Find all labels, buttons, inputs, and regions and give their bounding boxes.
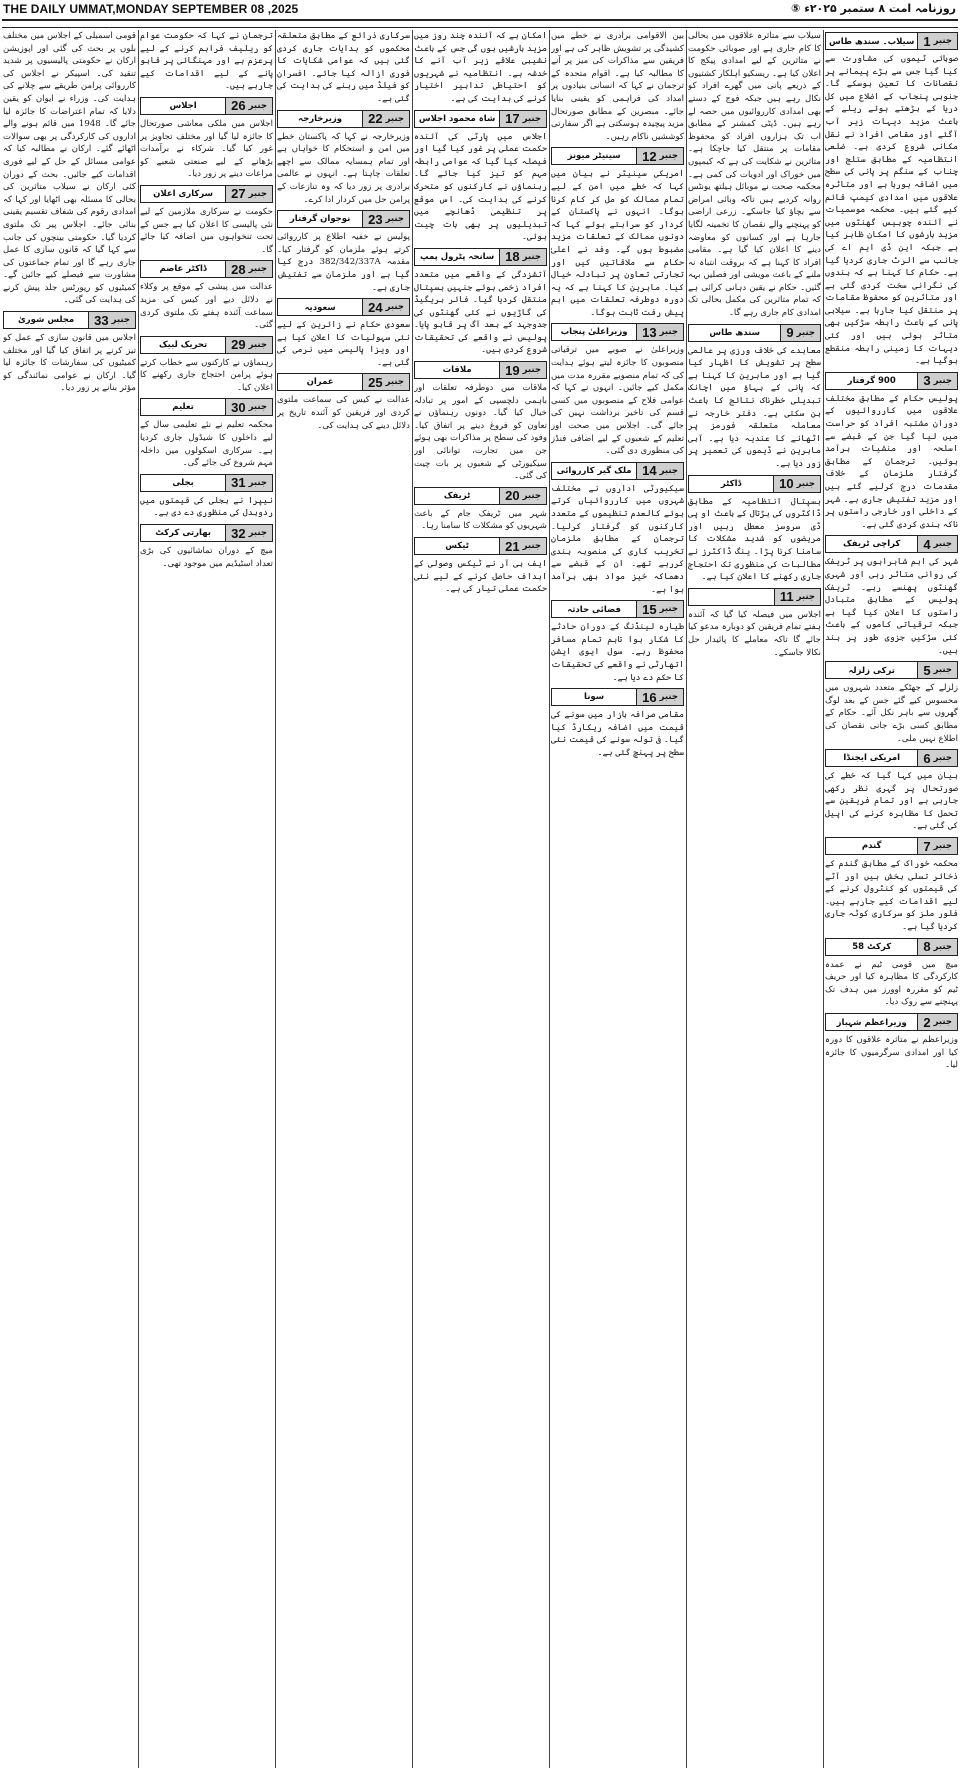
story-number-box [636,601,683,617]
story-header [825,535,958,553]
column-divider [275,30,276,1768]
column-5 [277,30,410,1765]
story-number: 16 [642,689,657,705]
story-title: سرکاری اعلان [153,188,214,199]
story [688,324,821,471]
story [140,185,273,256]
story [825,837,958,934]
story [277,30,410,106]
story [414,110,547,244]
story-title: ترکی زلزلہ [848,665,895,676]
story-body: محکمہ خوراک کے مطابق گندم کے ذخائر تسلی بخش ہیں اور آٹے کی قیمتوں کو کنٹرول کرنے کے لیے اقدامات کیے جارہے ہیں۔ فلور ملز کو سرکاری کوٹہ جاری کردیا گیا ہے۔ [825,859,958,933]
story-number-box [225,337,272,353]
story-number-label: جنبر [796,327,815,338]
story-number: 19 [505,362,520,378]
story [414,487,547,533]
column-divider [686,30,687,1768]
story-title: فضائی حادثہ [567,604,621,615]
story-title: سیلاب۔ سندھ طاس [829,36,915,47]
story-number-label: جنبر [522,113,541,124]
story-number-label: جنبر [522,490,541,501]
column-3 [551,30,684,1765]
story-number: 2 [923,1014,931,1030]
story-header [825,938,958,956]
story-header [551,323,684,341]
story-number: 22 [368,111,383,127]
story-body: وزیراعظم نے متاثرہ علاقوں کا دورہ کیا اور امدادی سرگرمیوں کا جائزہ لیا۔ [825,1035,958,1071]
story [825,749,958,833]
story-number-label: جنبر [248,477,267,488]
column-divider [412,30,413,1768]
story [414,361,547,483]
story-number: 14 [642,463,657,479]
story-number-box [636,324,683,340]
masthead-rule-top [2,19,958,21]
story [825,1013,958,1072]
story-number-box [499,362,546,378]
story-body: عدالت میں پیشی کے موقع پر وکلاء نے دلائل دیے اور کیس کی مزید سماعت آئندہ ہفتے تک ملتوی کردی گئی۔ [140,282,273,331]
story-title: سینیٹر میونز [567,151,621,162]
story-number-box [917,662,957,678]
story-header [825,837,958,855]
story-number: 30 [231,399,246,415]
story [140,260,273,331]
story-number-box [780,325,820,341]
story-title: ڈاکٹر عاصم [159,264,207,275]
story-title: وزیرخارجہ [298,114,343,125]
story-number-box [362,374,409,390]
story-number: 8 [923,939,931,955]
story-body: آتشزدگی کے واقعے میں متعدد افراد زخمی ہوئے جنہیں ہسپتال منتقل کردیا گیا۔ فائر بریگیڈ کی گاڑیوں نے کئی گھنٹوں کی جدوجہد کے بعد آگ پر قابو پایا۔ پولیس نے واقعے کی تحقیقات شروع کردی ہیں۔ [414,269,547,356]
story-body: زلزلے کے جھٹکے متعدد شہروں میں محسوس کیے گئے جس کے بعد لوگ گھروں سے باہر نکل آئے۔ حکام کے مطابق کسی بڑے جانی نقصان کی اطلاع نہیں ملی۔ [825,683,958,744]
story-body: پولیس حکام کے مطابق مختلف علاقوں میں کارروائیوں کے دوران مشتبہ افراد کو حراست میں لیا گیا جن کے قبضے سے اسلحہ اور منشیات برآمد ہوئیں۔ ترجمان کے مطابق گرفتار ملزمان کے خلاف مقدمات درج کرلیے گئے ہیں اور مزید تفتیش جاری ہے۔ شہر کے داخلی اور خارجی راستوں پر ناکہ بندی کردی گئی ہے۔ [825,393,958,530]
story-header [414,487,547,505]
story-header [277,110,410,128]
story-title: ٹریفک [443,490,471,501]
story-body: میچ میں قومی ٹیم نے عمدہ کارکردگی کا مظاہرہ کیا اور حریف ٹیم کو مقررہ اوورز میں ہدف تک پہنچنے سے روک دیا۔ [825,959,958,1008]
story-body: ترجمان نے کہا کہ حکومت عوام کو ریلیف فراہم کرنے کے لیے پرعزم ہے اور مہنگائی پر قابو پانے کے لیے اقدامات کیے جارہے ہیں۔ [140,31,273,92]
story [825,661,958,745]
story-body: سعودی حکام نے زائرین کے لیے نئی سہولیات کا اعلان کیا ہے اور ویزا پالیسی میں نرمی کی گئی ہے۔ [277,320,410,368]
story-header [140,336,273,354]
story-number-box [499,111,546,127]
story-body: معاہدے کی خلاف ورزی پر عالمی سطح پر تشویش کا اظہار کیا گیا ہے اور ماہرین کا کہنا ہے کہ پانی کے بہاؤ میں اچانک تبدیلی خطرناک نتائج کا باعث بن سکتی ہے۔ دفتر خارجہ نے معاملہ متعلقہ فورمز پر اٹھانے کا عندیہ دیا ہے۔ آبی ماہرین نے ڈیموں کی تعمیر پر زور دیا ہے۔ [688,345,821,469]
story-body: شہر میں ٹریفک جام کے باعث شہریوں کو مشکلات کا سامنا رہا۔ [414,508,547,532]
story-body: طیارہ لینڈنگ کے دوران حادثے کا شکار ہوا تاہم تمام مسافر محفوظ رہے۔ سول ایوی ایشن اتھارٹی نے واقعے کی تحقیقات کا حکم دے دیا ہے۔ [551,622,684,683]
story-header [825,32,958,50]
story [3,30,136,307]
story-number: 28 [231,261,246,277]
story-title: سعودیہ [304,302,336,313]
story [414,537,547,596]
story-number-label: جنبر [659,465,678,476]
story [3,311,136,395]
masthead-urdu: روزنامہ امت ۸ ستمبر ۲۰۲۵ء ⑤ [791,2,956,15]
story-title: 900 گرفتار [847,375,896,386]
story-number-box [917,1014,957,1030]
story-number-label: جنبر [933,1017,952,1027]
story-header [688,324,821,342]
story-title: سونا [584,692,605,703]
column-1 [825,30,958,1765]
story-header [414,361,547,379]
story [277,110,410,207]
story-body: محکمہ تعلیم نے نئے تعلیمی سال کے لیے داخلوں کا شیڈول جاری کردیا ہے۔ سرکاری اسکولوں میں داخلہ مہم شروع کی جائے گی۔ [140,420,273,469]
story-number-label: جنبر [248,528,267,539]
story-body: عدالت نے کیس کی سماعت ملتوی کردی اور فریقین کو آئندہ تاریخ پر دلائل دینے کی ہدایت کی۔ [277,395,410,431]
story-number-label: جنبر [522,541,541,551]
masthead-english: THE DAILY UMMAT,MONDAY SEPTEMBER 08 ,2025 [3,2,299,16]
story-body: اجلاس میں ملکی معاشی صورتحال کا جائزہ لیا گیا اور مختلف تجاویز پر غور کیا گیا۔ شرکاء نے برآمدات بڑھانے کے لیے صنعتی شعبے کو مراعات دینے پر زور دیا۔ [140,118,273,180]
story [414,248,547,357]
story [140,30,273,93]
story-header [551,147,684,165]
story-number: 7 [923,838,931,854]
story-number-box [636,463,683,479]
story [688,588,821,659]
story-number: 27 [231,186,246,202]
story-number-label: جنبر [248,264,267,275]
story-number-box [499,488,546,504]
story-number-label: جنبر [933,841,952,852]
story-header [551,688,684,706]
story-number: 25 [368,374,383,390]
story-number-box [774,589,820,605]
story-title: بھارتی کرکٹ [155,528,211,539]
story-number-box [362,299,409,315]
story-number: 20 [505,488,520,504]
story-number: 9 [786,325,794,341]
story [140,398,273,469]
story-number-label: جنبر [248,339,267,350]
story-title: بجلی [172,477,194,488]
story-number: 11 [779,589,794,605]
story-number: 17 [505,111,520,127]
story-body: اجلاس میں قانون سازی کے عمل کو تیز کرنے پر اتفاق کیا گیا اور مختلف کمیٹیوں کی سفارشات کا جائزہ لیا گیا۔ ارکان نے عوامی نمائندگی کو مؤثر بنانے پر زور دیا۔ [3,333,136,394]
story-number-box [917,838,957,854]
story [551,323,684,457]
story-title: سانحہ پٹرول پمپ [419,252,495,263]
story-body: امریکی سینیٹر نے بیان میں کہا کہ خطے میں امن کے لیے تمام ممالک کو مل کر کام کرنا ہوگا۔ انہوں نے پاکستان کے کردار کو سراہتے ہوئے کہا کہ دونوں ممالک کے تعلقات مزید مضبوط ہوں گے۔ وفد نے اعلیٰ حکام سے ملاقاتیں کیں اور تجارتی تعاون پر تبادلہ خیال کیا۔ ماہرین کا کہنا ہے کہ یہ دورہ دوطرفہ تعلقات میں اہم پیش رفت ثابت ہوگا۔ [551,169,684,318]
story-header [414,248,547,266]
story-body: حکومت نے سرکاری ملازمین کے لیے نئی پالیسی کا اعلان کیا ہے جس کے تحت تنخواہوں میں اضافہ کیا جائے گا۔ [140,206,273,255]
story-number-label: جنبر [933,36,952,46]
story [277,298,410,369]
story-number-label: جنبر [248,100,267,111]
story-header [414,537,547,555]
story [277,210,410,294]
story-number-label: جنبر [659,692,678,703]
story-number-box [88,312,135,328]
story-body: ملاقات میں دوطرفہ تعلقات اور باہمی دلچسپی کے امور پر تبادلہ خیال کیا گیا۔ دونوں رہنماؤں نے تعاون کو فروغ دینے پر اتفاق کیا۔ وفود کی سطح پر مذاکرات بھی ہوئے جن میں تجارت، توانائی اور سیکیورٹی کے شعبوں پر بات چیت کی گئی۔ [414,383,547,482]
story-header [140,260,273,278]
story-header [825,372,958,390]
story-title: ملاقات [442,365,472,376]
masthead-rule-bottom [2,27,958,28]
story-title: کراچی ٹریفک [843,539,901,550]
story-body: بین الاقوامی برادری نے خطے میں کشیدگی پر تشویش ظاہر کی ہے اور فریقین سے مذاکرات کی میز پر آنے کا مطالبہ کیا ہے۔ اقوام متحدہ کے ترجمان نے کہا کہ انسانی بنیادوں پر امداد کی فراہمی کو یقینی بنایا جائے۔ مبصرین کے مطابق صورتحال مزید پیچیدہ ہوسکتی ہے اگر سفارتی کوششیں ناکام رہیں۔ [551,31,684,142]
story-number: 21 [505,538,520,554]
story-title: عمران [306,377,334,388]
story-number: 5 [923,662,931,678]
story [688,30,821,320]
story-body: قومی اسمبلی کے اجلاس میں مختلف بلوں پر بحث کی گئی اور اپوزیشن ارکان نے حکومتی پالیسیوں پر شدید تنقید کی۔ اسپیکر نے اجلاس کی کارروائی پرامن طریقے سے چلانے کی ہدایت کی۔ وزراء نے ایوان کو یقین دلایا کہ تمام اعتراضات کا جائزہ لیا جائے گا۔ 1948 میں قائم ہونے والے اداروں کی کارکردگی پر بھی سوالات اٹھائے گئے۔ ارکان نے مطالبہ کیا کہ عوامی مسائل کے حل کے لیے فوری اقدامات کیے جائیں۔ بحث کے دوران کئی ارکان نے سیلاب متاثرین کی بحالی کا مسئلہ بھی اٹھایا اور کہا کہ امدادی رقوم کی شفاف تقسیم یقینی بنائی جائے۔ اجلاس پیر تک ملتوی کردیا گیا۔ حکومتی بینچوں کی جانب سے کہا گیا کہ قانون سازی کا عمل جاری رہے گا اور تمام جماعتوں کی مشاورت سے فیصلے کیے جائیں گے۔ کمیٹیوں کو رپورٹس جلد پیش کرنے کی ہدایت کی گئی۔ [3,31,136,306]
story [825,535,958,657]
story-number-box [362,211,409,227]
story-number-box [917,939,957,955]
story-header [140,97,273,115]
story-number-box [636,148,683,164]
story-number-label: جنبر [796,478,815,489]
column-divider [138,30,139,1768]
story-number: 23 [368,211,383,227]
story-header [140,474,273,492]
story-header [825,749,958,767]
story-number: 1 [923,33,931,49]
story [277,373,410,432]
story-body: سیلاب سے متاثرہ علاقوں میں بحالی کا کام جاری ہے اور صوبائی حکومت نے متاثرین کے لیے امدادی پیکج کا اعلان کیا ہے۔ ریسکیو اہلکار کشتیوں کے ذریعے پانی میں گھرے افراد کو نکال رہے ہیں جبکہ فوج کے دستے بھی امدادی کارروائیوں میں حصہ لے رہے ہیں۔ ڈپٹی کمشنر کے مطابق اب تک ہزاروں افراد کو محفوظ مقامات پر منتقل کیا جاچکا ہے۔ متاثرین نے شکایت کی ہے کہ کیمپوں میں خوراک اور ادویات کی کمی ہے۔ محکمہ صحت نے موبائل ہیلتھ یونٹس روانہ کردیے ہیں تاکہ وبائی امراض سے بچاؤ کیا جاسکے۔ زرعی اراضی کو پہنچنے والے نقصان کا تخمینہ لگایا جارہا ہے اور کسانوں کو معاوضہ دینے کا اعلان کیا گیا ہے۔ مقامی افراد کا کہنا ہے کہ بروقت انتباہ نہ ملنے کے باعث مویشی اور فصلیں بہہ گئیں۔ حکام نے یقین دہانی کرائی ہے کہ تمام متاثرین کی مکمل بحالی تک امدادی کام جاری رہے گا۔ [688,31,821,319]
story [551,462,684,596]
story-number-label: جنبر [248,402,267,413]
story-title: وزیراعلیٰ پنجاب [560,327,628,338]
story-title: نوجوان گرفتار [289,214,351,225]
story-number-label: جنبر [385,377,404,388]
story-number: 24 [368,299,383,315]
column-6 [140,30,273,1765]
story-title [689,589,774,605]
story-title: تحریک لبیک [158,339,208,350]
story-title: اجلاس [169,100,197,111]
story-number: 18 [505,249,520,265]
story-title: شاہ محمود اجلاس [418,114,496,125]
story-body: وزیرخارجہ نے کہا کہ پاکستان خطے میں امن و استحکام کا خواہاں ہے اور تمام ہمسایہ ممالک سے اچھے تعلقات چاہتا ہے۔ انہوں نے عالمی برادری پر زور دیا کہ وہ تنازعات کے پرامن حل میں کردار ادا کرے۔ [277,131,410,205]
story-number: 32 [231,525,246,541]
story-header [140,185,273,203]
story-title: ملک گیر کارروائی [556,465,632,476]
story-body: ایف بی آر نے ٹیکس وصولی کے اہداف حاصل کرنے کے لیے نئی حکمت عملی تیار کی ہے۔ [414,559,547,595]
story-number: 15 [642,601,657,617]
story-body: شہر کی اہم شاہراہوں پر ٹریفک کی روانی متاثر رہی اور شہری گھنٹوں پھنسے رہے۔ ٹریفک پولیس کے مطابق متبادل راستوں کا اعلان کیا گیا ہے جبکہ ترقیاتی کاموں کے باعث کئی سڑکیں جزوی طور پر بند ہیں۔ [825,557,958,656]
story [140,336,273,395]
column-7 [3,30,136,1765]
story-header [140,524,273,542]
story-number-box [917,536,957,552]
story-header [3,311,136,329]
story-number: 29 [231,337,246,353]
story-header [277,298,410,316]
story-number-label: جنبر [659,151,678,162]
story-number-label: جنبر [796,591,815,602]
story-body: صوبائی ٹیموں کی مشاورت سے کیا گیا جس سے بڑے پیمانے پر نقصانات کا تعین ہوسکے گا۔ جنوبی پنجاب کے اضلاع میں کل دریا کے بڑھتے ہوئے ریلے کے باعث مزید دیہات زیر آب آگئے اور مقامی افراد نے نقل مکانی شروع کردی ہے۔ ضلعی انتظامیہ کے مطابق ستلج اور چناب کے سنگم پر پانی کی سطح میں اضافہ ہورہا ہے اور متاثرہ علاقوں میں امدادی کیمپ قائم کیے گئے ہیں۔ محکمہ موسمیات نے آئندہ چوبیس گھنٹوں میں مزید بارشوں کا امکان ظاہر کیا ہے جبکہ این ڈی ایم اے کی جانب سے الرٹ جاری کردیا گیا ہے۔ حکام کا کہنا ہے کہ بندوں کی نگرانی سخت کردی گئی ہے اور متاثرین کو محفوظ مقامات پر منتقل کیا جارہا ہے۔ سیلابی پانی کے باعث رابطہ سڑکیں بھی متاثر ہوئی ہیں اور کئی دیہات کا زمینی رابطہ منقطع ہوگیا ہے۔ [825,54,958,367]
story-number-label: جنبر [385,302,404,313]
story [551,30,684,143]
story-number-box [636,689,683,705]
story-header [825,661,958,679]
story-number: 3 [923,373,931,389]
story-number-label: جنبر [933,375,952,386]
column-2 [688,30,821,1765]
story-number-box [225,475,272,491]
column-divider [823,30,824,1768]
story [414,30,547,106]
story-number-label: جنبر [248,188,267,199]
column-4 [414,30,547,1765]
story-body: رہنماؤں نے کارکنوں سے خطاب کرتے ہوئے پرامن احتجاج جاری رکھنے کا اعلان کیا۔ [140,357,273,393]
story-number: 4 [923,536,931,552]
story-title: ڈاکٹر [720,478,742,489]
story-title: وزیراعظم شہباز [836,1017,907,1028]
story-title: تعلیم [172,402,194,413]
story-header [277,210,410,228]
story [688,475,821,584]
masthead [0,0,960,20]
story [825,938,958,1009]
story-body: بیان میں کہا گیا کہ خطے کی صورتحال پر گہری نظر رکھی جارہی ہے اور تمام فریقین سے تحمل کا مظاہرہ کرنے کی اپیل کی گئی ہے۔ [825,771,958,832]
story-header [277,373,410,391]
story-number-box [225,261,272,277]
story-body: اجلاس میں پارٹی کی آئندہ حکمت عملی پر غور کیا گیا اور فیصلہ کیا گیا کہ عوامی رابطہ مہم کو تیز کیا جائے گا۔ رہنماؤں نے کارکنوں کو متحرک کرنے کی ہدایت کی۔ اس موقع پر تنظیمی ڈھانچے میں تبدیلیوں پر بھی بات چیت ہوئی۔ [414,131,547,243]
story [551,688,684,759]
story-title: مجلس شوریٰ [17,315,75,326]
story [140,97,273,181]
story-number-label: جنبر [933,665,952,676]
story-number: 31 [231,475,246,491]
column-divider [549,30,550,1768]
story-number-box [499,249,546,265]
story-number-box [362,111,409,127]
story-number-label: جنبر [385,113,404,124]
story [825,372,958,532]
story-number-label: جنبر [522,365,541,376]
story-number-box [917,750,957,766]
story-number-box [773,476,820,492]
story-header [414,110,547,128]
story-number-label: جنبر [385,214,404,225]
story-number-box [917,373,957,389]
story-header [688,588,821,606]
story-number: 10 [779,476,794,492]
story [140,474,273,520]
story-number: 26 [231,98,246,114]
story-number: 6 [923,750,931,766]
story-number-label: جنبر [522,251,541,262]
story-body: نیپرا نے بجلی کی قیمتوں میں ردوبدل کی منظوری دے دی ہے۔ [140,495,273,519]
story [140,524,273,570]
story-number-label: جنبر [659,604,678,615]
story-number-box [225,525,272,541]
story-title: امریکی ایجنڈا [843,753,901,764]
story-body: پولیس نے خفیہ اطلاع پر کارروائی کرتے ہوئے ملزمان کو گرفتار کیا۔ مقدمہ 382/342/337A درج کیا گیا ہے اور ملزمان سے تفتیش جاری ہے۔ [277,232,410,293]
story-number-label: جنبر [933,753,952,764]
story-number: 12 [642,148,657,164]
story-body: سیکیورٹی اداروں نے مختلف شہروں میں کارروائیاں کرتے ہوئے کالعدم تنظیموں کے متعدد کارکنوں کو گرفتار کرلیا۔ ترجمان کے مطابق ملزمان تخریب کاری کی منصوبہ بندی کررہے تھے۔ ان کے قبضے سے دھماکہ خیز مواد بھی برآمد ہوا ہے۔ [551,483,684,595]
story-body: سرکاری ذرائع کے مطابق متعلقہ محکموں کو ہدایات جاری کردی گئی ہیں کہ عوامی شکایات کا فوری ازالہ کیا جائے۔ افسران کو فیلڈ میں رہنے کی ہدایت کی گئی ہے۔ [277,31,410,104]
story [551,600,684,684]
story-body: ہسپتال انتظامیہ کے مطابق ڈاکٹروں کی ہڑتال کے باعث او پی ڈی سروسز معطل رہیں اور مریضوں کو شدید مشکلات کا سامنا کرنا پڑا۔ ینگ ڈاکٹرز نے مطالبات کی منظوری تک احتجاج جاری رکھنے کا اعلان کیا ہے۔ [688,496,821,583]
story-title: ٹیکس [445,541,469,551]
story-number-box [499,538,546,554]
story-number: 13 [642,324,657,340]
story-header [140,398,273,416]
story-header [551,462,684,480]
story [551,147,684,319]
story-header [551,600,684,618]
story-header [688,475,821,493]
story-number-box [225,98,272,114]
story-number-box [225,186,272,202]
story-number-box [917,33,957,49]
story-number-box [225,399,272,415]
story-number-label: جنبر [933,941,952,952]
story-header [825,1013,958,1031]
story-body: میچ کے دوران تماشائیوں کی بڑی تعداد اسٹیڈیم میں موجود تھی۔ [140,546,273,569]
story-body: امکان ہے کہ آئندہ چند روز میں مزید بارشیں ہوں گی جس کے باعث نشیبی علاقے زیر آب آنے کا خدشہ ہے۔ انتظامیہ نے شہریوں کو احتیاطی تدابیر اختیار کرنے کی ہدایت کی ہے۔ [414,31,547,104]
story-title: کرکٹ 58 [852,941,892,952]
story-body: اجلاس میں فیصلہ کیا گیا کہ آئندہ ہفتے تمام فریقین کو دوبارہ مدعو کیا جائے گا تاکہ معاملے کا پائیدار حل نکالا جاسکے۔ [688,609,821,658]
story-number-label: جنبر [659,327,678,338]
story-title: سندھ طاس [709,327,760,338]
story [825,32,958,368]
story-number-label: جنبر [933,539,952,550]
story-number: 33 [94,312,109,328]
story-body: مقامی صرافہ بازار میں سونے کی قیمت میں اضافہ ریکارڈ کیا گیا۔ فی تولہ سونے کی قیمت نئی سطح پر پہنچ گئی ہے۔ [551,710,684,758]
story-number-label: جنبر [111,315,130,326]
story-title: گندم [861,841,882,852]
story-body: وزیراعلیٰ نے صوبے میں ترقیاتی منصوبوں کا جائزہ لیتے ہوئے ہدایت کی کہ تمام منصوبے مقررہ مدت میں مکمل کیے جائیں۔ انہوں نے کہا کہ عوامی فلاح کے منصوبوں میں کسی قسم کی تاخیر برداشت نہیں کی جائے گی۔ اجلاس میں صحت اور تعلیم کے شعبوں کے لیے اضافی فنڈز کی منظوری دی گئی۔ [551,345,684,457]
